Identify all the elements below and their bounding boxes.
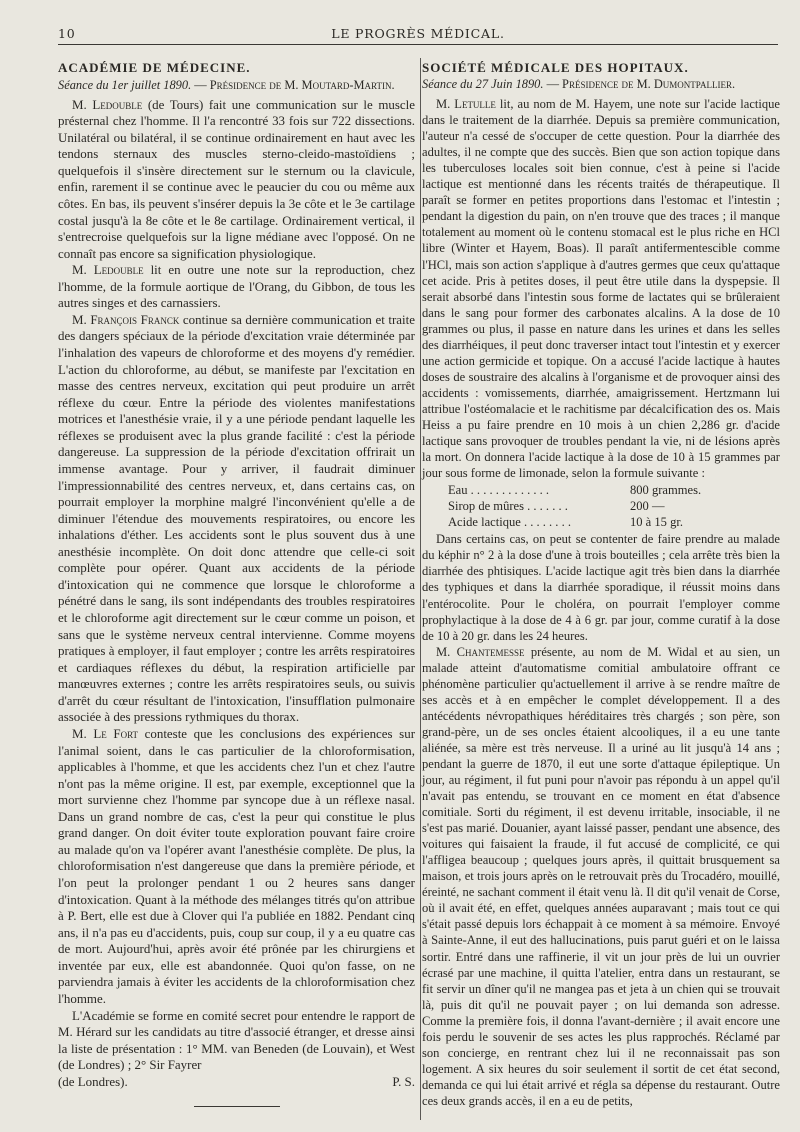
recipe-table [422, 482, 780, 530]
paragraph-text: continue sa dernière communication et traite des dangers spéciaux de la période d'excitation vraie déterminée par l'inhalation des vapeurs de chloroforme et des moyens d'y remédier. L'action du chloroforme, au début, se manifeste par l'excitation en masse des centres nerveux, excitation qui peut produire un arrêt réflexe du cœur. Entre la période des violentes manifestations motrices et l'anesthésie vraie, il y a une période pendant laquelle les réflexes se produisent avec la plus grande facilité : c'est la période dangereuse. La suppression de la période d'excitation offrirait un immense avantage. Pour y arriver, il faudrait diminuer l'impressionnabilité des centres nerveux, et, dans certains cas, on pourrait employer la morphine malgré l'inconvénient qu'elle a de diminuer l'étendue des mouvements respiratoires, ou encore les inhalations d'éther. Les accidents sont le plus souvent dus à une anesthésie incomplète. On doit donc attendre que celle-ci soit complète pour opérer. Quant aux accidents de la période d'intoxication qui ne commence que lorsque le chloroforme a pénétré dans le sang, ils sont indépendants des troubles respiratoires et le chloroforme agit directement sur le cœur comme un poison, et sans que le système nerveux central intervienne. Comme moyens pratiques à employer, il faut employer ; contre les arrêts respiratoires et cardiaques réflexes du début, la respiration artificielle par manœuvres externes ; contre les arrêts respiratoires seuls, ou suivis d'arrêt du cœur résultant de l'intoxication, l'insufflation pulmonaire associée à des pressions rythmiques du thorax. [58, 311, 415, 725]
right-column [422, 60, 780, 1109]
end-separator [194, 1106, 280, 1107]
left-column [58, 60, 415, 1107]
speaker-name: M. Ledouble [72, 96, 143, 112]
recipe-ingredient: Eau . . . . . . . . . . . . . [448, 483, 550, 498]
signature: P. S. [392, 1073, 415, 1089]
paragraph-chantemesse [422, 644, 780, 1109]
recipe-ingredient: Acide lactique . . . . . . . . [448, 515, 571, 530]
paragraph-le-fort [58, 726, 415, 1008]
recipe-quantity: 10 à 15 gr. [630, 515, 683, 530]
section-title-academie: ACADÉMIE DE MÉDECINE. [58, 60, 251, 75]
paragraph-ledouble-2 [58, 262, 415, 312]
recipe-row [422, 498, 780, 514]
recipe-row [422, 514, 780, 530]
section-title-societe: SOCIÉTÉ MÉDICALE DES HOPITAUX. [422, 60, 689, 75]
paragraph-franck [58, 312, 415, 726]
speaker-name: M. Letulle [436, 97, 496, 112]
seance-date: Séance du 1er juillet 1890. [58, 77, 192, 92]
recipe-quantity: 200 — [630, 499, 665, 514]
recipe-quantity: 800 grammes. [630, 483, 702, 498]
seance-line-academie [58, 77, 415, 93]
speaker-name: M. Ledouble [72, 262, 144, 278]
signoff-line [58, 1074, 415, 1091]
paragraph-text: lit en outre une note sur la reproduction, chez l'homme, de la formule aortique de l'Orang, du Gibbon, de tous les autres singes et des carnassiers. [58, 262, 415, 311]
speaker-name: M. François Franck [72, 311, 180, 327]
page-header [58, 26, 778, 45]
seance-date: Séance du 27 Juin 1890. [422, 77, 544, 92]
speaker-name: M. Chantemesse [436, 644, 525, 659]
seance-presidence: — Présidence de M. Moutard-Martin. [191, 77, 395, 92]
speaker-name: M. Le Fort [72, 725, 139, 741]
paragraph-kephir: Dans certains cas, on peut se contenter de faire prendre au malade du képhir n° 2 à la dose d'une à trois bouteilles ; cela arrête très bien la diarrhée des phtisiques. L'acide lactique agit très bien dans la diarrhée des typhiques et dans la diarrhée sporadique, il réussit moins dans l'entérocolite. Pour le choléra, on pourrait l'employer comme prophylactique à la dose de 4 à 6 gr. par jour, comme curatif à la dose de 10 à 20 gr. dans les 24 heures. [422, 532, 780, 643]
seance-presidence: — Présidence de M. Dumontpallier. [543, 77, 736, 92]
paragraph-letulle [422, 96, 780, 481]
paragraph-text: présente, au nom de M. Widal et au sien, un malade atteint d'automatisme comitial ambulatoire offrant ce phénomène particulier qu'actuellement il arrive à se rendre maître de ses accès et à en empêcher le complet développement. Il a des antécédents névropathiques héréditaires très chargés ; son père, son grand-père, un de ses oncles étaient alcooliques, il a eu une tante aliénée, sa mère est très nerveuse. Il a uriné au lit jusqu'à 14 ans ; pendant la guerre de 1870, il eut une sorte d'attaque épileptique. Un jour, au régiment, il fut puni pour n'avoir pas répondu à un appel qu'il n'avait pas entendu, se trouvant en ce moment en état d'absence comitiale. Sorti du régiment, il est devenu irritable, insociable, il ne s'est pas marié. Douanier, ayant laissé passer, pendant une absence, des voitures qui faisaient la fraude, il fut accusé de complicité, ce qui l'affligea beaucoup ; quelques jours après, il quittait brusquement sa maison, et trois jours après on le retrouvait près du Trocadéro, mouillé, éreinté, ne sachant comment il était venu là. Il dit qu'il venait de Corse, où il avait été, en effet, quelques années auparavant ; mais tout ce qui s'était passé depuis lors échappait à ce moment à sa mémoire. Envoyé à Sainte-Anne, il eut des hallucinations, puis parut guéri et on le laissa sortir. Entré dans une raffinerie, il vit un jour près de lui un ouvrier écrasé par une machine, il quitta l'atelier, entra dans un restaurant, se fit servir un dîner qu'il ne mangea pas et jeta à un chien qui se trouvait là, puis dit qu'il ne pouvait payer ; on lui demanda son adresse. Comme la première fois, il donna l'avant-dernière ; il avait encore une fois perdu le souvenir de ses actes les plus rapprochés. Réclamé par son concierge, en rentrant chez lui il ne reconnaissait pas son logement. A six heures du soir seulement il sortit de cet état second, demanda ce qui lui était arrivé et régla sa dépense du restaurant. Outre ces deux grands accès, il en a eu de petits, [422, 644, 780, 1108]
page-number: 10 [58, 26, 76, 41]
last-line: (de Londres). [58, 1073, 128, 1089]
paragraph-comite-secret [58, 1008, 415, 1074]
journal-title: LE PROGRÈS MÉDICAL. [331, 26, 505, 41]
paragraph-text: (de Tours) fait une communication sur le muscle présternal chez l'homme. Il l'a rencontré 33 fois sur 722 dissections. Unilatéral ou bilatéral, il se continue ordinairement en haut avec les tendons sternaux des muscles sterno-cleido-mastoïdiens ; quelquefois il s'insère directement sur le sternum ou la clavicule, enfin, rarement il se continue avec le peaucier du cou ou même aux côtes. En bas, ils peuvent s'insérer depuis la 3e côte et le 3e cartilage costal jusqu'à la 8e côte et le 8e cartilage. Ordinairement vertical, il s'entrecroise quelquefois sur la ligne médiane avec l'opposé. On ne connaît pas encore sa signification physiologique. [58, 96, 415, 261]
seance-line-societe [422, 76, 780, 92]
column-divider [420, 58, 421, 1120]
paragraph-ledouble-1 [58, 97, 415, 263]
paragraph-text: lit, au nom de M. Hayem, une note sur l'acide lactique dans le traitement de la diarrhée. Depuis sa première communication, l'auteur n'a cessé de s'occuper de cette question. Pour la diarrhée des adultes, il ne compte que des succès. Bien que son action topique dans les tuberculoses locales soit bien connue, c'est à peine si l'acide lactique est mentionné dans les récents traités de thérapeutique. Il paraît se former en petites proportions dans l'estomac et l'intestin ; pendant la digestion du pain, on n'en trouve que des traces ; il manque totalement au moment où le contenu stomacal est le plus riche en HCl libre (Winter et Hayem, Boas). Il paraît antifermentescible comme l'HCl, mais son action s'applique à d'autres germes que ceux qu'attaque cet acide. Pris à petites doses, il peut être utile dans la dyspepsie. Il serait absorbé dans l'intestin sous forme de lactates qui se brûleraient dans le sang pour former des carbonates alcalins. A la dose de 10 grammes ou plus, il passe en nature dans les urines et dans les selles des diarrhéiques, il peut donc traverser intact tout l'intestin et y exercer une action germicide et topique. On a accusé l'acide lactique à hautes doses de soustraire des alcalins à l'organisme et de provoquer ainsi des accidents : vomissements, diarrhée, amaigrissement. Hertzmann lui attribue l'ostéomalacie et le rachitisme par décalcification des os. Mais Heiss a pu faire prendre en 10 mois à un chien 2,286 gr. d'acide lactique sans provoquer de troubles pendant la vie, ni de lésions après la mort. On donnera l'acide lactique à la dose de 10 à 15 grammes par jour sous forme de limonade, selon la formule suivante : [422, 97, 780, 481]
recipe-row [422, 482, 780, 498]
paragraph-text: conteste que les conclusions des expériences sur l'animal soient, dans le cas particulier de la chloroformisation, applicables à l'homme, et que les accidents chez l'un et chez l'autre n'ont pas la même origine. Il est, par exemple, exceptionnel que la mort survienne chez l'homme par syncope due à un réflexe nasal. Dans un grand nombre de cas, c'est la peur qui constitue le plus grand danger. On doit éviter toute exploration pouvant faire croire au malade qu'on va l'opérer avant l'anesthésie complète. De plus, la chloroformisation n'est dangereuse que dans la première période, et l'on peut la prolonger pendant 1 ou 2 heures sans danger d'intoxication. Quant à la méthode des mélanges titrés qu'on attribue à P. Bert, elle est due à Clover qui l'a publiée en 1882. Pendant cinq ans, il n'a pas eu d'accidents, puis, coup sur coup, il y a eu quatre cas de mort. Aujourd'hui, après avoir été prônée par les chirurgiens et inventée par eux, elle est abandonnée. Quoi qu'on fasse, on ne parviendra jamais à éviter les accidents de la chloroformisation chez l'homme. [58, 725, 415, 1006]
paragraph-text: L'Académie se forme en comité secret pour entendre le rapport de M. Hérard sur les candidats au titre d'associé étranger, et dresse ainsi la liste de présentation : 1° MM. van Beneden (de Louvain), et West (de Londres) ; 2° Sir Fayrer [58, 1007, 415, 1073]
recipe-ingredient: Sirop de mûres . . . . . . . [448, 499, 568, 514]
